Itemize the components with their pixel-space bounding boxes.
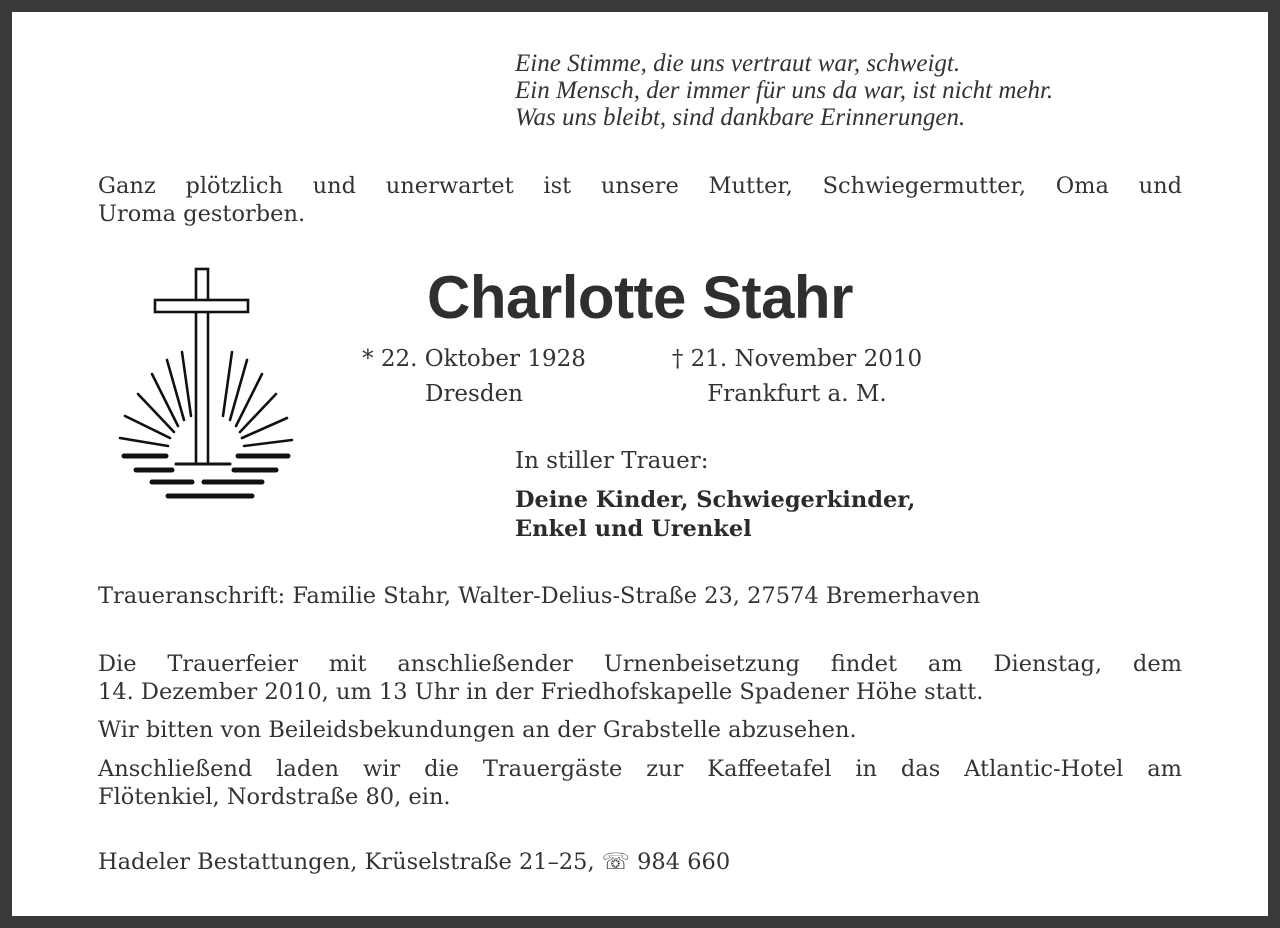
undertaker-line [98, 848, 730, 876]
life-dates [12, 342, 1268, 422]
undertaker-phone: 984 660 [637, 849, 731, 875]
telephone-icon: ☏ [601, 849, 630, 875]
death-column [652, 342, 942, 412]
poem [515, 50, 1053, 131]
death-date: † 21. November 2010 [671, 346, 923, 372]
poem-line-1: Eine Stimme, die uns vertraut war, schweigt. [515, 50, 961, 77]
poem-line-3: Was uns bleibt, sind dankbare Erinnerungen. [515, 104, 966, 131]
mourning-label: In stiller Trauer: [515, 448, 709, 474]
mourning-address: Traueranschrift: Familie Stahr, Walter-Delius-Straße 23, 27574 Bremerhaven [98, 583, 981, 609]
deceased-name: Charlotte Stahr [427, 264, 853, 331]
ceremony-line-2: 14. Dezember 2010, um 13 Uhr in der Friedhofskapelle Spadener Höhe statt. [98, 679, 984, 705]
reception-line-1: Anschließend laden wir die Trauergäste zur Kaffeetafel in das Atlantic-Hotel am [98, 756, 1182, 782]
obituary-card [12, 12, 1268, 916]
intro-line-2: Uroma gestorben. [98, 201, 306, 227]
condolence-request: Wir bitten von Beileidsbekundungen an der Grabstelle abzusehen. [98, 717, 857, 743]
death-place: Frankfurt a. M. [707, 381, 887, 407]
family-signature [515, 486, 915, 544]
reception-paragraph [98, 755, 1182, 811]
family-line-2: Enkel und Urenkel [515, 516, 752, 542]
deceased-name-wrap [12, 263, 1268, 332]
family-line-1: Deine Kinder, Schwiegerkinder, [515, 487, 916, 513]
reception-line-2: Flötenkiel, Nordstraße 80, ein. [98, 784, 451, 810]
birth-column [348, 342, 600, 412]
intro-paragraph [98, 172, 1182, 228]
ceremony-paragraph [98, 650, 1182, 706]
birth-date: * 22. Oktober 1928 [362, 346, 586, 372]
ceremony-line-1: Die Trauerfeier mit anschließender Urnenbeisetzung findet am Dienstag, dem [98, 651, 1182, 677]
poem-line-2: Ein Mensch, der immer für uns da war, ist nicht mehr. [515, 77, 1054, 104]
undertaker-name-address: Hadeler Bestattungen, Krüselstraße 21–25, [98, 849, 595, 875]
intro-line-1: Ganz plötzlich und unerwartet ist unsere Mutter, Schwiegermutter, Oma und [98, 173, 1182, 199]
birth-place: Dresden [425, 381, 523, 407]
